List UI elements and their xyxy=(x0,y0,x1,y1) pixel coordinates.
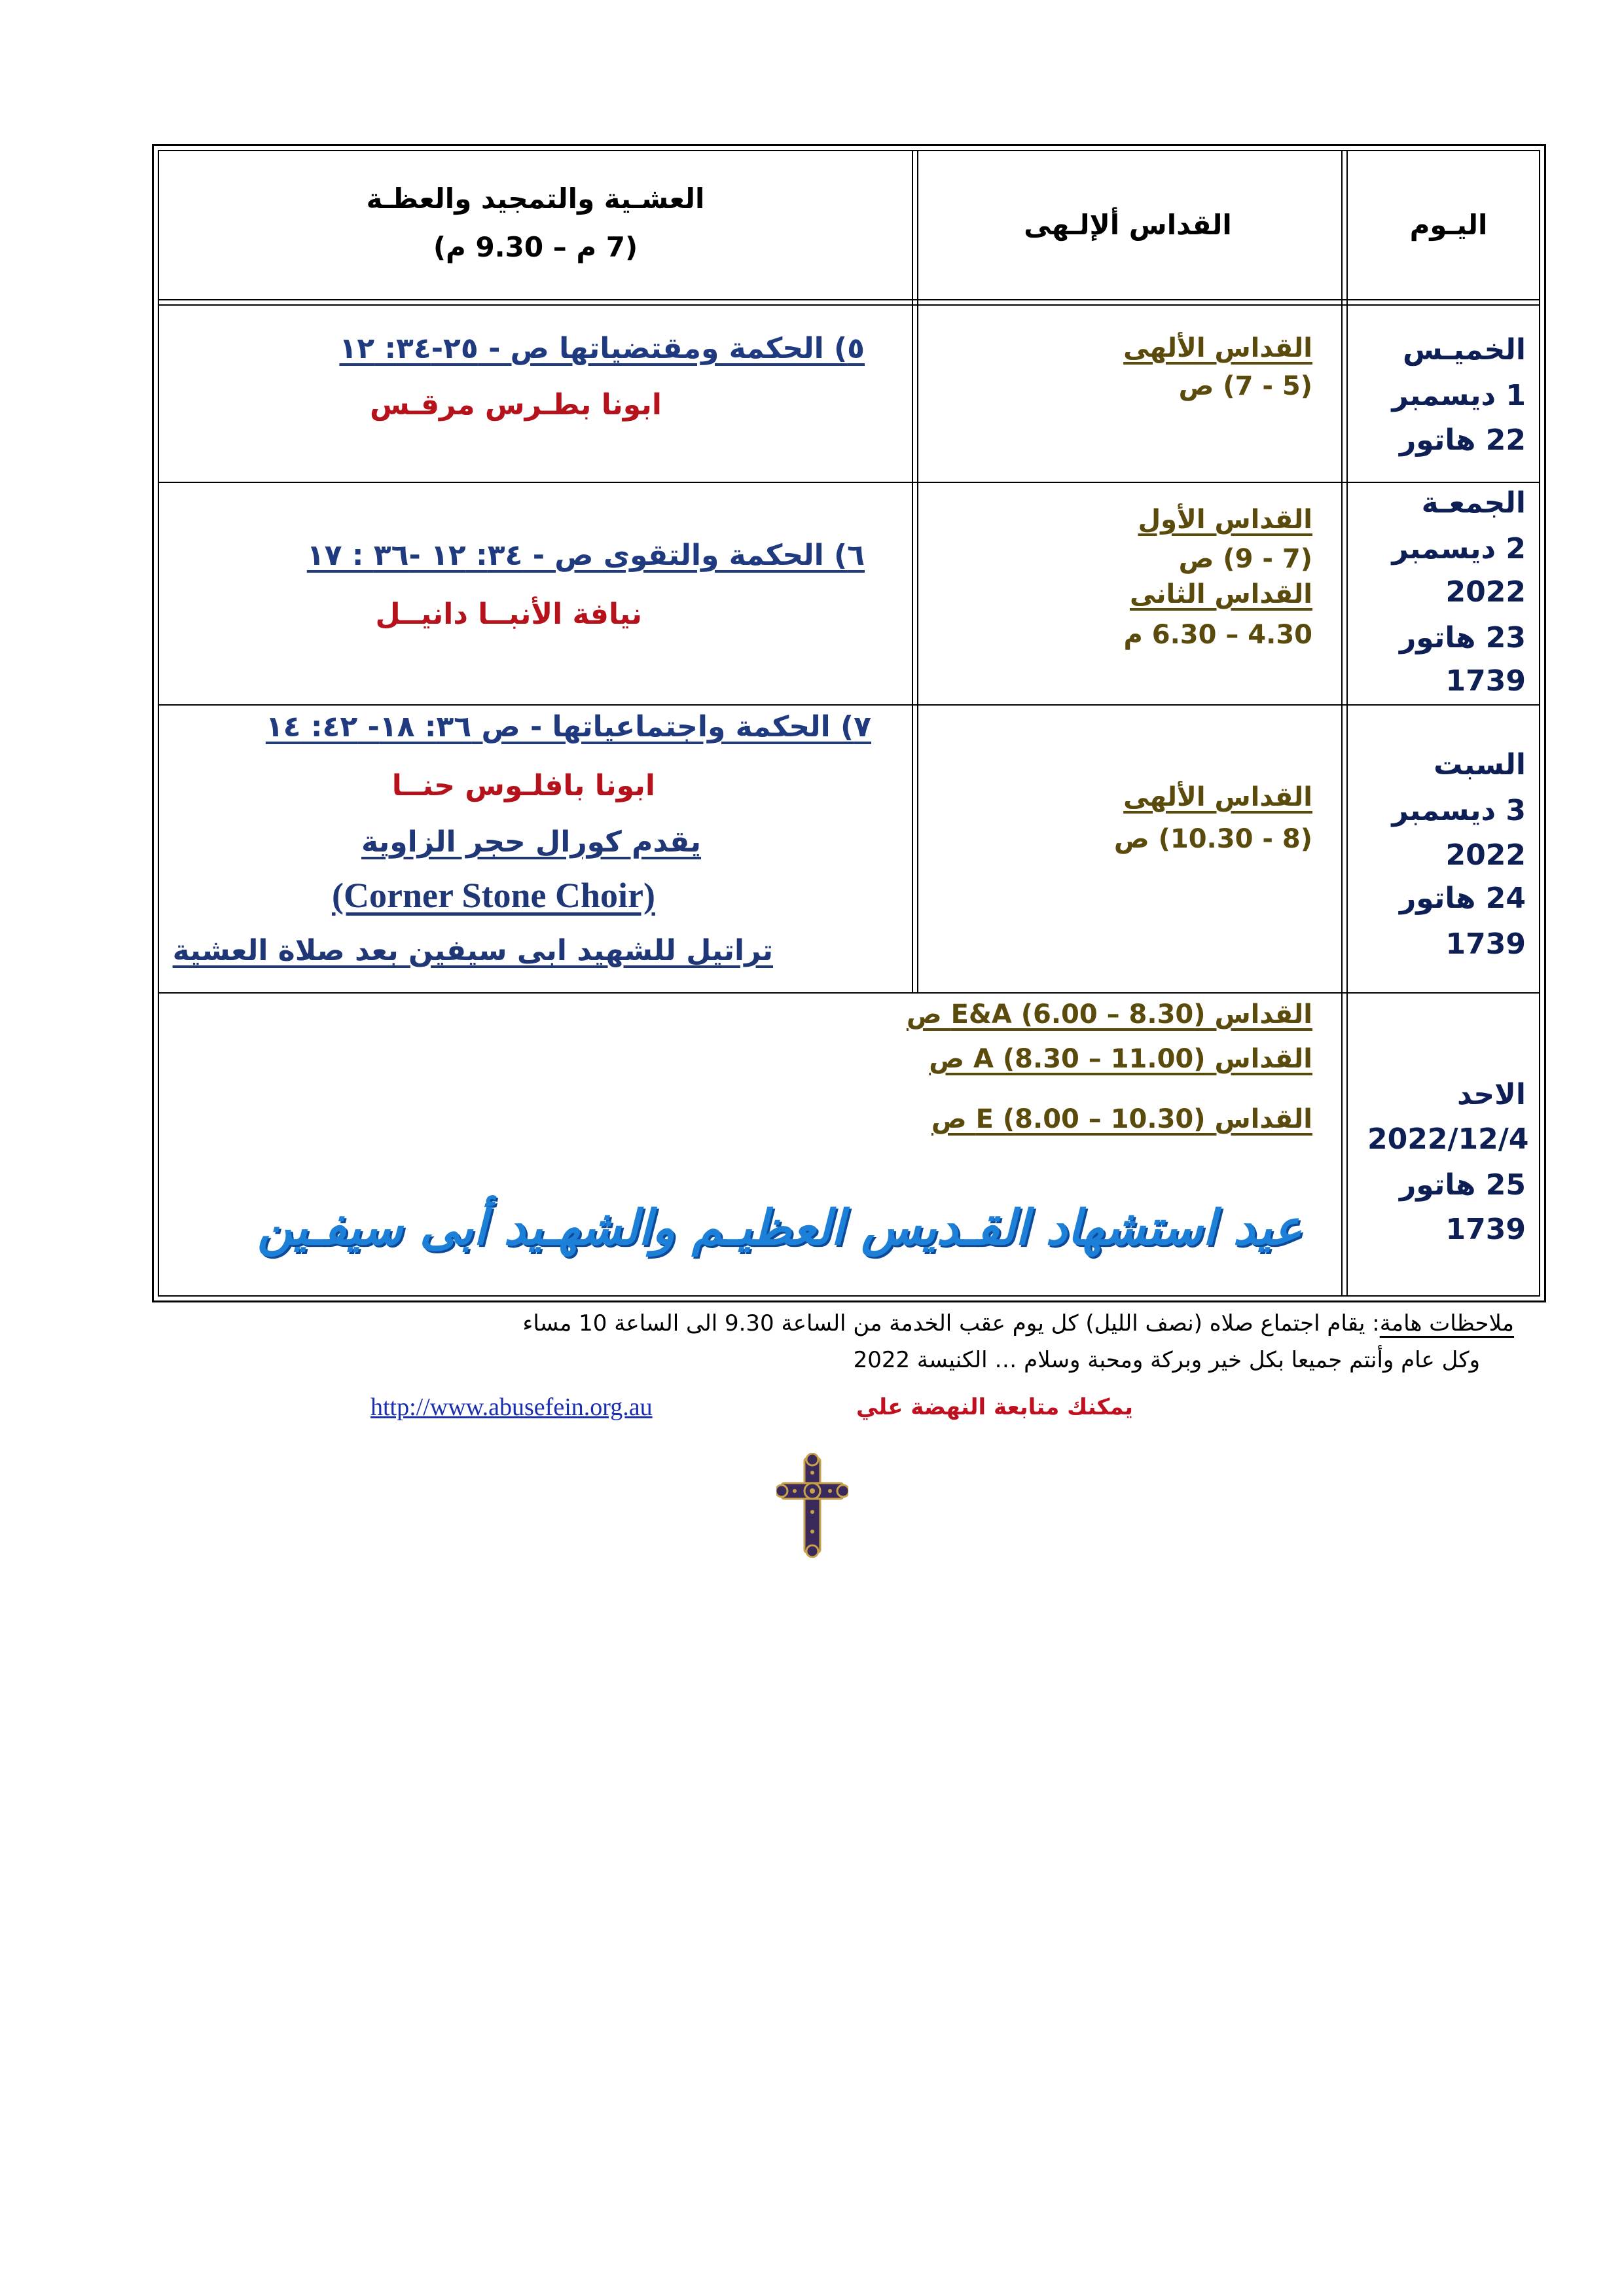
row4-day-date: 2022/12/4 xyxy=(1367,1122,1529,1156)
website-link[interactable]: http://www.abusefein.org.au xyxy=(370,1393,653,1421)
notes-line2: وكل عام وأنتم جميعا بكل خير وبركة ومحبة وسلام … الكنيسة 2022 xyxy=(853,1347,1480,1373)
row2-liturgy1-time: (7 - 9) ص xyxy=(1178,544,1312,574)
row3-topic: ٧) الحكمة واجتماعياتها - ص ٣٦: ١٨- ٤٢: ١٤ xyxy=(265,710,871,744)
header-separator xyxy=(159,299,1539,306)
liturgy-column-separator xyxy=(912,151,918,992)
row1-liturgy-label: القداس الألهى xyxy=(1123,333,1312,363)
row3-hymns: تراتيل للشهيد ابى سيفين بعد صلاة العشية xyxy=(172,934,773,967)
header-evening-time: (7 م – 9.30 م) xyxy=(433,231,638,263)
row2-day-name: الجمعـة xyxy=(1421,486,1526,520)
row4-day-coptic-year: 1739 xyxy=(1445,1213,1526,1246)
header-liturgy: القداس ألإلـهى xyxy=(1024,209,1232,241)
row1-day-date: 1 ديسمبر xyxy=(1392,379,1526,412)
row3-speaker: ابونا بافلـوس حنــا xyxy=(391,769,655,802)
row3-day-date: 3 ديسمبر xyxy=(1392,794,1526,827)
follow-text: يمكنك متابعة النهضة علي xyxy=(856,1394,1133,1420)
feast-banner: عيد استشهاد القـديس العظيـم والشهـيد أبى سيفـين xyxy=(257,1200,1302,1256)
notes-line1 xyxy=(522,1310,1514,1336)
row2-speaker: نيافة الأنبــا دانيــل xyxy=(375,598,642,631)
row1-speaker: ابونا بطـرس مرقـس xyxy=(369,388,662,422)
row1-liturgy-time: (5 - 7) ص xyxy=(1178,371,1312,401)
row3-day-year: 2022 xyxy=(1445,838,1526,872)
row3-choir-arabic: يقدم كورال حجر الزاوية xyxy=(361,825,701,859)
row1-day-coptic: 22 هاتور xyxy=(1399,423,1526,457)
row4-liturgy-e: القداس E (8.00 – 10.30) ص xyxy=(931,1104,1312,1134)
row2-liturgy1-label: القداس الأول xyxy=(1138,505,1312,535)
row4-liturgy-ea: القداس E&A (6.00 – 8.30) ص xyxy=(906,999,1312,1030)
row4-day-coptic: 25 هاتور xyxy=(1399,1168,1526,1202)
row3-day-name: السبت xyxy=(1434,748,1526,781)
row2-day-date: 2 ديسمبر xyxy=(1392,532,1526,565)
row2-day-year: 2022 xyxy=(1445,575,1526,609)
row3-liturgy-label: القداس الألهى xyxy=(1123,782,1312,812)
day-column-separator xyxy=(1341,151,1348,1295)
row2-liturgy2-label: القداس الثانى xyxy=(1129,579,1312,609)
row2-day-coptic-year: 1739 xyxy=(1445,664,1526,698)
row-separator xyxy=(159,992,1539,994)
schedule-table-inner xyxy=(158,150,1540,1297)
row2-day-coptic: 23 هاتور xyxy=(1399,621,1526,655)
row1-day-name: الخميـس xyxy=(1402,333,1526,367)
row3-day-coptic: 24 هاتور xyxy=(1399,882,1526,915)
row4-day-name: الاحد xyxy=(1457,1078,1526,1111)
row3-day-coptic-year: 1739 xyxy=(1445,927,1526,961)
row1-topic: ٥) الحكمة ومقتضياتها ص - ٢٥-٣٤: ١٢ xyxy=(339,332,865,365)
header-evening-title: العشـية والتمجيد والعظـة xyxy=(366,183,705,215)
row3-liturgy-time: (8 - 10.30) ص xyxy=(1113,824,1312,854)
header-day: اليـوم xyxy=(1409,209,1488,241)
notes-text: : يقام اجتماع صلاه (نصف الليل) كل يوم عقب الخدمة من الساعة 9.30 الى الساعة 10 مساء xyxy=(522,1310,1380,1336)
row-separator xyxy=(159,704,1539,706)
row-separator xyxy=(159,482,1539,483)
row2-liturgy2-time: 4.30 – 6.30 م xyxy=(1123,620,1312,650)
row2-topic: ٦) الحكمة والتقوى ص - ٣٤: ١٢ -٣٦ : ١٧ xyxy=(306,539,865,572)
row3-choir-english: (Corner Stone Choir) xyxy=(332,876,655,915)
notes-label: ملاحظات هامة xyxy=(1379,1310,1514,1336)
coptic-cross-icon xyxy=(776,1453,848,1558)
schedule-table xyxy=(152,144,1546,1302)
row4-liturgy-a: القداس A (8.30 – 11.00) ص xyxy=(929,1044,1312,1074)
